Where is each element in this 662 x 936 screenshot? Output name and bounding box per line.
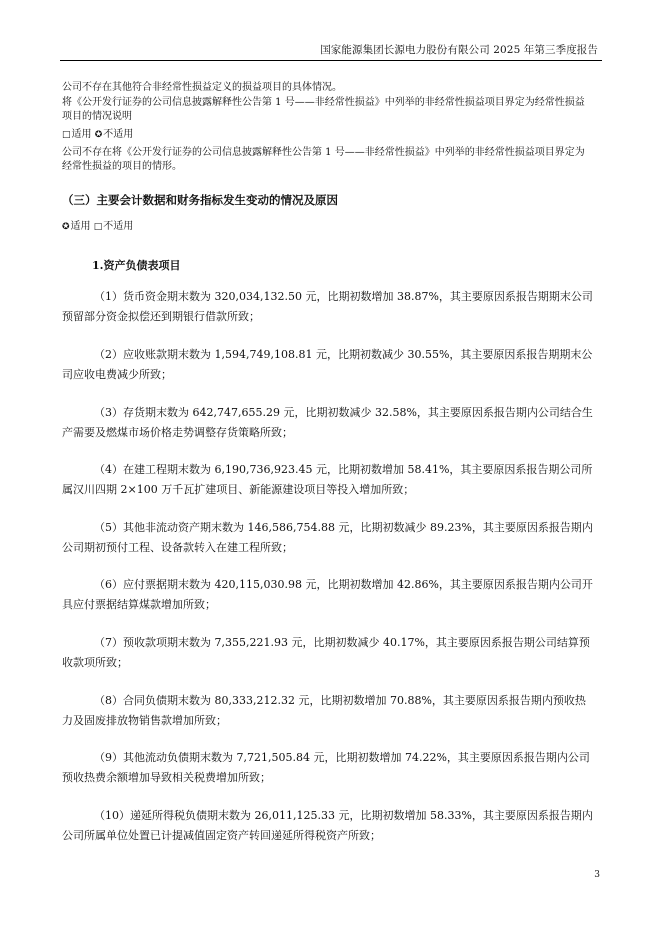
header-rule bbox=[60, 60, 602, 61]
subsection-title: 1.资产负债表项目 bbox=[92, 259, 181, 272]
intro-line-4: 公司不存在将《公开发行证券的公司信息披露解释性公告第 1 号——非经常性损益》中列举的非经常性损益项目界定为 bbox=[62, 147, 585, 158]
list-item: （1）货币资金期末数为 320,034,132.50 元，比期初数增加 38.87%，其主要原因系报告期期末公司 预留部分资金拟偿还到期银行借款所致； bbox=[62, 290, 593, 323]
intro-line-1: 公司不存在其他符合非经常性损益定义的损益项目的具体情况。 bbox=[62, 82, 342, 93]
applicable-label: 适用 bbox=[70, 221, 91, 232]
applicable-row-1 bbox=[62, 129, 133, 141]
checkbox-applicable-icon: □ bbox=[62, 130, 71, 140]
intro-line-3: 项目的情况说明 bbox=[62, 111, 132, 122]
intro-line-5: 经常性损益的项目的情形。 bbox=[62, 161, 182, 172]
applicable-label: 适用 bbox=[71, 129, 92, 140]
page-header: 国家能源集团长源电力股份有限公司 2025 年第三季度报告 bbox=[320, 44, 598, 56]
list-item: （8）合同负债期末数为 80,333,212.32 元，比期初数增加 70.88%，其主要原因系报告期内预收热 力及固废排放物销售款增加所致； bbox=[62, 694, 586, 727]
intro-line-2: 将《公开发行证券的公司信息披露解释性公告第 1 号——非经常性损益》中列举的非经常性损益项目界定为经常性损益 bbox=[62, 97, 585, 108]
list-item: （2）应收账款期末数为 1,594,749,108.81 元，比期初数减少 30.55%，其主要原因系报告期期末公 司应收电费减少所致； bbox=[62, 348, 593, 381]
checkbox-not-applicable-icon: □ bbox=[93, 222, 103, 232]
not-applicable-label: 不适用 bbox=[103, 221, 134, 232]
list-item: （9）其他流动负债期末数为 7,721,505.84 元，比期初数增加 74.22%，其主要原因系报告期内公司 预收热费余额增加导致相关税费增加所致； bbox=[62, 751, 590, 784]
checkbox-not-applicable-icon: ✪ bbox=[94, 130, 103, 140]
list-item: （4）在建工程期末数为 6,190,736,923.45 元，比期初数增加 58.41%，其主要原因系报告期公司所 属汉川四期 2×100 万千瓦扩建项目、新能源建设项目等投入增加所致； bbox=[62, 463, 593, 496]
applicable-row-2 bbox=[62, 221, 133, 233]
list-item: （3）存货期末数为 642,747,655.29 元，比期初数减少 32.58%，其主要原因系报告期内公司结合生 产需要及燃煤市场价格走势调整存货策略所致； bbox=[62, 406, 593, 439]
list-item: （7）预收款项期末数为 7,355,221.93 元，比期初数减少 40.17%，其主要原因系报告期公司结算预 收款项所致； bbox=[62, 636, 590, 669]
not-applicable-label: 不适用 bbox=[103, 129, 134, 140]
list-item: （10）递延所得税负债期末数为 26,011,125.33 元，比期初数增加 58.33%，其主要原因系报告期内 公司所属单位处置已计提减值固定资产转回递延所得税资产所致； bbox=[62, 809, 593, 842]
checkbox-applicable-icon: ✪ bbox=[62, 222, 70, 232]
list-item: （6）应付票据期末数为 420,115,030.98 元，比期初数增加 42.86%，其主要原因系报告期内公司开 具应付票据结算煤款增加所致； bbox=[62, 578, 593, 611]
page-number: 3 bbox=[594, 870, 600, 880]
list-item: （5）其他非流动资产期末数为 146,586,754.88 元，比期初数减少 89.23%，其主要原因系报告期内 公司期初预付工程、设备款转入在建工程所致； bbox=[62, 521, 593, 554]
section-title: （三）主要会计数据和财务指标发生变动的情况及原因 bbox=[62, 193, 338, 207]
